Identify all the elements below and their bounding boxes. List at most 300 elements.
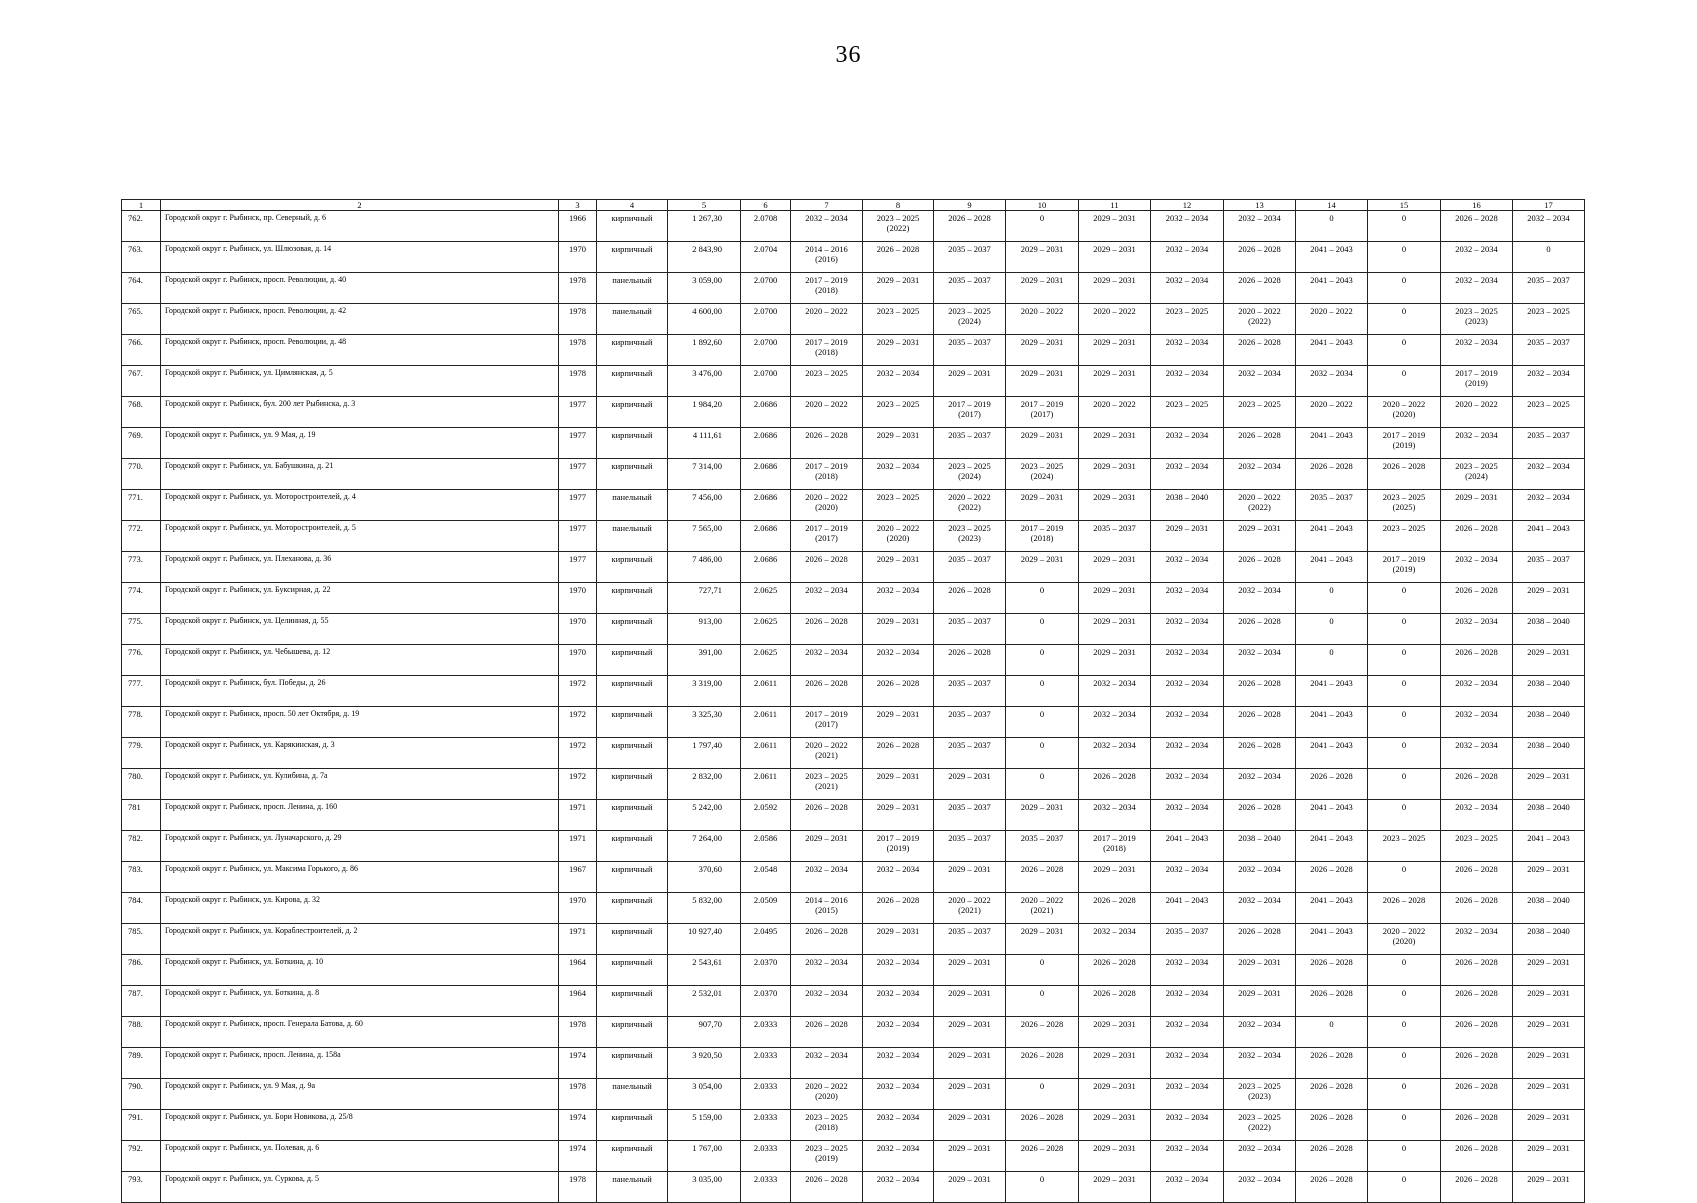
table-cell-col-6	[741, 955, 791, 986]
table-cell-col-4	[597, 304, 668, 335]
table-cell-col-9	[934, 521, 1006, 552]
cell-period: 2014 – 2016	[805, 244, 848, 254]
cell-value: Городской округ г. Рыбинск, ул. Боткина, д. 8	[165, 988, 320, 997]
table-cell-col-6	[741, 459, 791, 490]
table-cell-col-8	[863, 955, 934, 986]
table-cell-col-16	[1441, 1079, 1513, 1110]
cell-value: 2032 – 2034	[1165, 368, 1209, 378]
table-cell-col-16	[1441, 397, 1513, 428]
cell-value: 2029 – 2031	[876, 616, 920, 626]
cell-value: 2032 – 2034	[1165, 647, 1209, 657]
cell-value: 2029 – 2031	[948, 988, 991, 998]
table-cell-col-13	[1224, 304, 1296, 335]
cell-value: 2032 – 2034	[1165, 1174, 1209, 1184]
table-cell-col-3	[559, 1172, 597, 1203]
table-cell-col-3	[559, 366, 597, 397]
cell-value: 3 476,00	[692, 368, 722, 378]
table-cell-col-13	[1224, 490, 1296, 521]
cell-value: 2035 – 2037	[1527, 275, 1570, 285]
cell-value: 2032 – 2034	[1165, 957, 1209, 967]
table-cell-col-11	[1079, 366, 1151, 397]
cell-value: 2035 – 2037	[948, 833, 991, 843]
column-header-15: 15	[1368, 200, 1441, 211]
cell-value: 2.0592	[753, 802, 778, 812]
table-cell-col-13	[1224, 955, 1296, 986]
cell-value: 2.0700	[753, 275, 778, 285]
cell-value: 791.	[128, 1112, 143, 1122]
cell-value: 792.	[128, 1143, 143, 1153]
table-cell-col-9	[934, 1172, 1006, 1203]
cell-value: 2.0686	[753, 399, 778, 409]
cell-value: 2038 – 2040	[1527, 926, 1570, 936]
table-cell-col-5	[668, 1141, 741, 1172]
cell-value: Городской округ г. Рыбинск, просп. Революции, д. 48	[165, 337, 347, 346]
table-cell-col-1	[122, 583, 161, 614]
table-cell-col-9	[934, 366, 1006, 397]
table-cell-col-15	[1368, 273, 1441, 304]
cell-value: 2026 – 2028	[1238, 554, 1281, 564]
cell-value: 2029 – 2031	[1527, 1143, 1570, 1153]
cell-value: 782.	[128, 833, 143, 843]
cell-value: 2026 – 2028	[1455, 1112, 1498, 1122]
table-cell-col-12	[1151, 366, 1224, 397]
cell-actual-year: (2023)	[1248, 1091, 1271, 1101]
table-row	[122, 1141, 1585, 1172]
table-cell-col-5	[668, 831, 741, 862]
table-cell-col-16	[1441, 552, 1513, 583]
table-cell-col-7	[791, 924, 863, 955]
table-cell-col-1	[122, 366, 161, 397]
cell-value: 2029 – 2031	[1238, 988, 1281, 998]
cell-value: 0	[1401, 1112, 1407, 1122]
table-cell-col-12	[1151, 583, 1224, 614]
cell-value: 771.	[128, 492, 143, 502]
cell-value: 2032 – 2034	[1527, 492, 1570, 502]
table-row	[122, 428, 1585, 459]
table-cell-col-16	[1441, 1110, 1513, 1141]
table-cell-col-16	[1441, 1141, 1513, 1172]
table-cell-col-7	[791, 800, 863, 831]
cell-value: кирпичный	[611, 585, 653, 595]
cell-value: 2029 – 2031	[876, 554, 920, 564]
cell-value: 7 456,00	[692, 492, 722, 502]
table-cell-col-1	[122, 645, 161, 676]
table-cell-col-4	[597, 1079, 668, 1110]
column-header-8: 8	[863, 200, 934, 211]
table-cell-col-1	[122, 862, 161, 893]
table-cell-col-2	[161, 1048, 559, 1079]
table-cell-col-8	[863, 1017, 934, 1048]
table-cell-col-4	[597, 1017, 668, 1048]
cell-actual-year: (2021)	[1030, 905, 1054, 915]
cell-period: 2014 – 2016	[805, 895, 848, 905]
cell-value: 1974	[569, 1050, 586, 1060]
cell-value: 2029 – 2031	[1020, 244, 1064, 254]
table-cell-col-15	[1368, 800, 1441, 831]
cell-value: 781	[128, 802, 141, 812]
cell-period: 2017 – 2019	[948, 399, 991, 409]
table-cell-col-4	[597, 1110, 668, 1141]
cell-actual-year: (2023)	[958, 533, 981, 543]
table-cell-col-11	[1079, 211, 1151, 242]
cell-value: 2.0625	[753, 647, 778, 657]
table-cell-col-13	[1224, 397, 1296, 428]
cell-value: 2 832,00	[692, 771, 722, 781]
table-cell-col-7	[791, 1110, 863, 1141]
cell-value: Городской округ г. Рыбинск, ул. Шлюзовая, д. 14	[165, 244, 332, 253]
table-cell-col-1	[122, 1110, 161, 1141]
table-cell-col-1	[122, 738, 161, 769]
cell-value: 2.0611	[753, 740, 778, 750]
cell-period: 2023 – 2025	[805, 771, 848, 781]
cell-value: 2032 – 2034	[876, 585, 920, 595]
table-cell-col-7	[791, 645, 863, 676]
table-cell-col-14	[1296, 335, 1368, 366]
cell-value: 1978	[569, 306, 586, 316]
cell-value: 2032 – 2034	[1238, 771, 1281, 781]
cell-value: 793.	[128, 1174, 143, 1184]
table-cell-col-6	[741, 397, 791, 428]
table-cell-col-15	[1368, 862, 1441, 893]
cell-value: 907,70	[698, 1019, 722, 1029]
cell-value: 7 486,00	[692, 554, 722, 564]
cell-value: 2032 – 2034	[1455, 275, 1498, 285]
cell-value: 2032 – 2034	[1238, 585, 1281, 595]
cell-value: 1 797,40	[692, 740, 722, 750]
cell-value: Городской округ г. Рыбинск, ул. Чебышева, д. 12	[165, 647, 331, 656]
table-cell-col-3	[559, 769, 597, 800]
cell-value: 1971	[569, 802, 586, 812]
table-cell-col-13	[1224, 986, 1296, 1017]
cell-value: 2023 – 2025	[876, 399, 920, 409]
table-cell-col-17	[1513, 211, 1585, 242]
table-cell-col-17	[1513, 428, 1585, 459]
table-row	[122, 614, 1585, 645]
table-cell-col-9	[934, 862, 1006, 893]
table-cell-col-4	[597, 521, 668, 552]
table-cell-col-7	[791, 986, 863, 1017]
cell-value: кирпичный	[611, 864, 653, 874]
table-cell-col-6	[741, 1017, 791, 1048]
cell-value: 2038 – 2040	[1165, 492, 1209, 502]
table-cell-col-15	[1368, 459, 1441, 490]
cell-value: 2032 – 2034	[1165, 1019, 1209, 1029]
table-cell-col-6	[741, 521, 791, 552]
cell-value: 2026 – 2028	[876, 678, 920, 688]
cell-value: 2041 – 2043	[1310, 926, 1353, 936]
table-cell-col-7	[791, 521, 863, 552]
cell-value: 2026 – 2028	[1310, 864, 1353, 874]
table-cell-col-3	[559, 211, 597, 242]
table-row	[122, 1172, 1585, 1203]
table-cell-col-15	[1368, 490, 1441, 521]
cell-value: 0	[1039, 647, 1045, 657]
cell-value: 2029 – 2031	[948, 771, 991, 781]
cell-period: 2020 – 2022	[805, 492, 848, 502]
table-cell-col-14	[1296, 1017, 1368, 1048]
cell-value: 2.0625	[753, 616, 778, 626]
table-cell-col-15	[1368, 924, 1441, 955]
table-cell-col-13	[1224, 924, 1296, 955]
table-cell-col-9	[934, 211, 1006, 242]
table-cell-col-3	[559, 986, 597, 1017]
table-cell-col-14	[1296, 986, 1368, 1017]
cell-value: 787.	[128, 988, 143, 998]
table-cell-col-17	[1513, 1017, 1585, 1048]
table-cell-col-16	[1441, 1048, 1513, 1079]
cell-value: 2026 – 2028	[805, 1174, 848, 1184]
column-header-17: 17	[1513, 200, 1585, 211]
column-header-9: 9	[934, 200, 1006, 211]
cell-value: 2029 – 2031	[948, 1081, 991, 1091]
table-cell-col-8	[863, 800, 934, 831]
cell-value: 2029 – 2031	[1093, 337, 1136, 347]
table-cell-col-3	[559, 521, 597, 552]
table-cell-col-6	[741, 583, 791, 614]
cell-value: 2041 – 2043	[1310, 678, 1353, 688]
cell-value: 2032 – 2034	[1165, 213, 1209, 223]
table-row	[122, 1017, 1585, 1048]
cell-actual-year: (2022)	[1248, 316, 1271, 326]
cell-value: 2026 – 2028	[876, 244, 920, 254]
cell-value: Городской округ г. Рыбинск, ул. Плеханова, д. 36	[165, 554, 332, 563]
cell-value: Городской округ г. Рыбинск, просп. Генерала Батова, д. 60	[165, 1019, 363, 1028]
cell-value: 2029 – 2031	[1527, 585, 1570, 595]
table-cell-col-11	[1079, 397, 1151, 428]
cell-value: 2032 – 2034	[876, 1174, 920, 1184]
table-cell-col-9	[934, 986, 1006, 1017]
cell-value: 763.	[128, 244, 143, 254]
cell-value: 2029 – 2031	[948, 1143, 991, 1153]
cell-value: 2029 – 2031	[1093, 461, 1136, 471]
cell-actual-year: (2022)	[1248, 1122, 1271, 1132]
table-cell-col-6	[741, 645, 791, 676]
table-cell-col-9	[934, 1079, 1006, 1110]
table-cell-col-16	[1441, 273, 1513, 304]
cell-period: 2020 – 2022	[948, 492, 991, 502]
table-cell-col-5	[668, 428, 741, 459]
cell-actual-year: (2020)	[815, 502, 838, 512]
table-cell-col-16	[1441, 831, 1513, 862]
table-cell-col-14	[1296, 552, 1368, 583]
cell-value: кирпичный	[611, 647, 653, 657]
cell-value: Городской округ г. Рыбинск, ул. Максима Горького, д. 86	[165, 864, 358, 873]
cell-value: 2032 – 2034	[1165, 771, 1209, 781]
cell-value: 2.0686	[753, 523, 778, 533]
table-cell-col-11	[1079, 707, 1151, 738]
cell-value: 0	[1401, 864, 1407, 874]
cell-actual-year: (2024)	[958, 471, 981, 481]
cell-value: 785.	[128, 926, 143, 936]
cell-value: 2032 – 2034	[1238, 895, 1281, 905]
cell-value: кирпичный	[611, 368, 653, 378]
table-cell-col-5	[668, 707, 741, 738]
cell-value: 2032 – 2034	[1455, 709, 1498, 719]
table-cell-col-2	[161, 1172, 559, 1203]
cell-value: 778.	[128, 709, 143, 719]
cell-value: 1970	[569, 647, 586, 657]
cell-value: Городской округ г. Рыбинск, просп. Революции, д. 40	[165, 275, 347, 284]
table-cell-col-13	[1224, 738, 1296, 769]
cell-value: 2026 – 2028	[1238, 616, 1281, 626]
table-cell-col-14	[1296, 1141, 1368, 1172]
table-cell-col-3	[559, 1048, 597, 1079]
table-cell-col-5	[668, 1079, 741, 1110]
table-cell-col-17	[1513, 335, 1585, 366]
table-cell-col-10	[1006, 1172, 1079, 1203]
cell-value: 2029 – 2031	[1093, 647, 1136, 657]
table-cell-col-16	[1441, 335, 1513, 366]
table-cell-col-2	[161, 428, 559, 459]
cell-value: 2029 – 2031	[1527, 1112, 1570, 1122]
table-cell-col-4	[597, 955, 668, 986]
table-cell-col-10	[1006, 459, 1079, 490]
table-cell-col-3	[559, 304, 597, 335]
cell-value: 2035 – 2037	[948, 554, 991, 564]
cell-actual-year: (2019)	[1392, 564, 1416, 574]
table-cell-col-14	[1296, 242, 1368, 273]
table-cell-col-7	[791, 738, 863, 769]
cell-value: 2032 – 2034	[1165, 1081, 1209, 1091]
cell-value: 2032 – 2034	[1093, 802, 1136, 812]
table-cell-col-10	[1006, 304, 1079, 335]
table-cell-col-10	[1006, 490, 1079, 521]
cell-value: 0	[1401, 1174, 1407, 1184]
table-cell-col-16	[1441, 645, 1513, 676]
table-cell-col-12	[1151, 1172, 1224, 1203]
cell-value: 2.0333	[753, 1019, 778, 1029]
cell-value: 391,00	[698, 647, 722, 657]
table-cell-col-17	[1513, 955, 1585, 986]
table-cell-col-9	[934, 800, 1006, 831]
table-cell-col-10	[1006, 738, 1079, 769]
cell-value: 2029 – 2031	[948, 368, 991, 378]
cell-value: 2041 – 2043	[1310, 244, 1353, 254]
cell-value: 2032 – 2034	[1455, 430, 1498, 440]
cell-value: 3 054,00	[692, 1081, 722, 1091]
cell-value: кирпичный	[611, 244, 653, 254]
table-row	[122, 304, 1585, 335]
table-cell-col-1	[122, 397, 161, 428]
cell-value: 784.	[128, 895, 143, 905]
cell-value: 2026 – 2028	[1093, 771, 1136, 781]
table-cell-col-4	[597, 924, 668, 955]
cell-value: 2026 – 2028	[1020, 1112, 1064, 1122]
cell-period: 2020 – 2022	[1382, 399, 1426, 409]
table-cell-col-1	[122, 1079, 161, 1110]
table-cell-col-12	[1151, 676, 1224, 707]
table-cell-col-17	[1513, 645, 1585, 676]
table-cell-col-11	[1079, 521, 1151, 552]
cell-value: 2026 – 2028	[1455, 647, 1498, 657]
table-row	[122, 769, 1585, 800]
cell-value: 2026 – 2028	[1020, 1143, 1064, 1153]
cell-value: 2032 – 2034	[805, 957, 848, 967]
cell-value: 1970	[569, 585, 586, 595]
table-cell-col-7	[791, 676, 863, 707]
table-cell-col-14	[1296, 304, 1368, 335]
cell-value: 2029 – 2031	[1455, 492, 1498, 502]
cell-value: 2029 – 2031	[1093, 1143, 1136, 1153]
table-cell-col-17	[1513, 552, 1585, 583]
table-cell-col-7	[791, 397, 863, 428]
table-cell-col-12	[1151, 1141, 1224, 1172]
cell-value: 2026 – 2028	[948, 213, 991, 223]
cell-value: 2.0370	[753, 957, 778, 967]
cell-value: 1972	[569, 740, 586, 750]
cell-value: 2029 – 2031	[876, 802, 920, 812]
table-cell-col-7	[791, 242, 863, 273]
table-cell-col-8	[863, 552, 934, 583]
cell-value: 1 767,00	[692, 1143, 722, 1153]
table-cell-col-1	[122, 1048, 161, 1079]
table-cell-col-6	[741, 986, 791, 1017]
table-cell-col-7	[791, 459, 863, 490]
cell-value: 2029 – 2031	[1238, 523, 1281, 533]
cell-value: 2029 – 2031	[1093, 554, 1136, 564]
cell-value: 2029 – 2031	[1165, 523, 1209, 533]
table-cell-col-4	[597, 1048, 668, 1079]
table-cell-col-5	[668, 583, 741, 614]
table-cell-col-17	[1513, 490, 1585, 521]
table-cell-col-3	[559, 800, 597, 831]
cell-value: 2029 – 2031	[1093, 275, 1136, 285]
table-cell-col-3	[559, 831, 597, 862]
cell-value: 2026 – 2028	[1455, 1081, 1498, 1091]
cell-period: 2017 – 2019	[805, 275, 848, 285]
cell-actual-year: (2015)	[815, 905, 838, 915]
table-cell-col-14	[1296, 893, 1368, 924]
cell-value: 2023 – 2025	[876, 492, 920, 502]
table-cell-col-9	[934, 769, 1006, 800]
cell-value: 2035 – 2037	[1093, 523, 1136, 533]
table-cell-col-2	[161, 893, 559, 924]
cell-actual-year: (2018)	[815, 471, 838, 481]
table-cell-col-17	[1513, 583, 1585, 614]
cell-value: кирпичный	[611, 1050, 653, 1060]
cell-value: кирпичный	[611, 740, 653, 750]
cell-actual-year: (2017)	[1030, 409, 1054, 419]
table-cell-col-13	[1224, 366, 1296, 397]
cell-value: 2029 – 2031	[1093, 864, 1136, 874]
cell-value: 0	[1039, 585, 1045, 595]
table-cell-col-16	[1441, 490, 1513, 521]
table-cell-col-11	[1079, 614, 1151, 645]
cell-value: 2041 – 2043	[1310, 275, 1353, 285]
cell-value: 2032 – 2034	[805, 585, 848, 595]
table-cell-col-16	[1441, 955, 1513, 986]
cell-value: Городской округ г. Рыбинск, просп. Ленина, д. 160	[165, 802, 338, 811]
cell-value: 2.0495	[753, 926, 778, 936]
table-cell-col-7	[791, 583, 863, 614]
table-cell-col-13	[1224, 676, 1296, 707]
table-cell-col-1	[122, 986, 161, 1017]
table-cell-col-14	[1296, 738, 1368, 769]
table-cell-col-15	[1368, 1110, 1441, 1141]
table-cell-col-3	[559, 428, 597, 459]
table-cell-col-1	[122, 1141, 161, 1172]
cell-value: 2026 – 2028	[1310, 1174, 1353, 1184]
table-cell-col-3	[559, 645, 597, 676]
table-cell-col-15	[1368, 1017, 1441, 1048]
table-cell-col-6	[741, 428, 791, 459]
table-cell-col-6	[741, 242, 791, 273]
table-cell-col-12	[1151, 738, 1224, 769]
cell-value: 1977	[569, 430, 586, 440]
table-cell-col-10	[1006, 397, 1079, 428]
table-cell-col-12	[1151, 893, 1224, 924]
table-cell-col-8	[863, 242, 934, 273]
